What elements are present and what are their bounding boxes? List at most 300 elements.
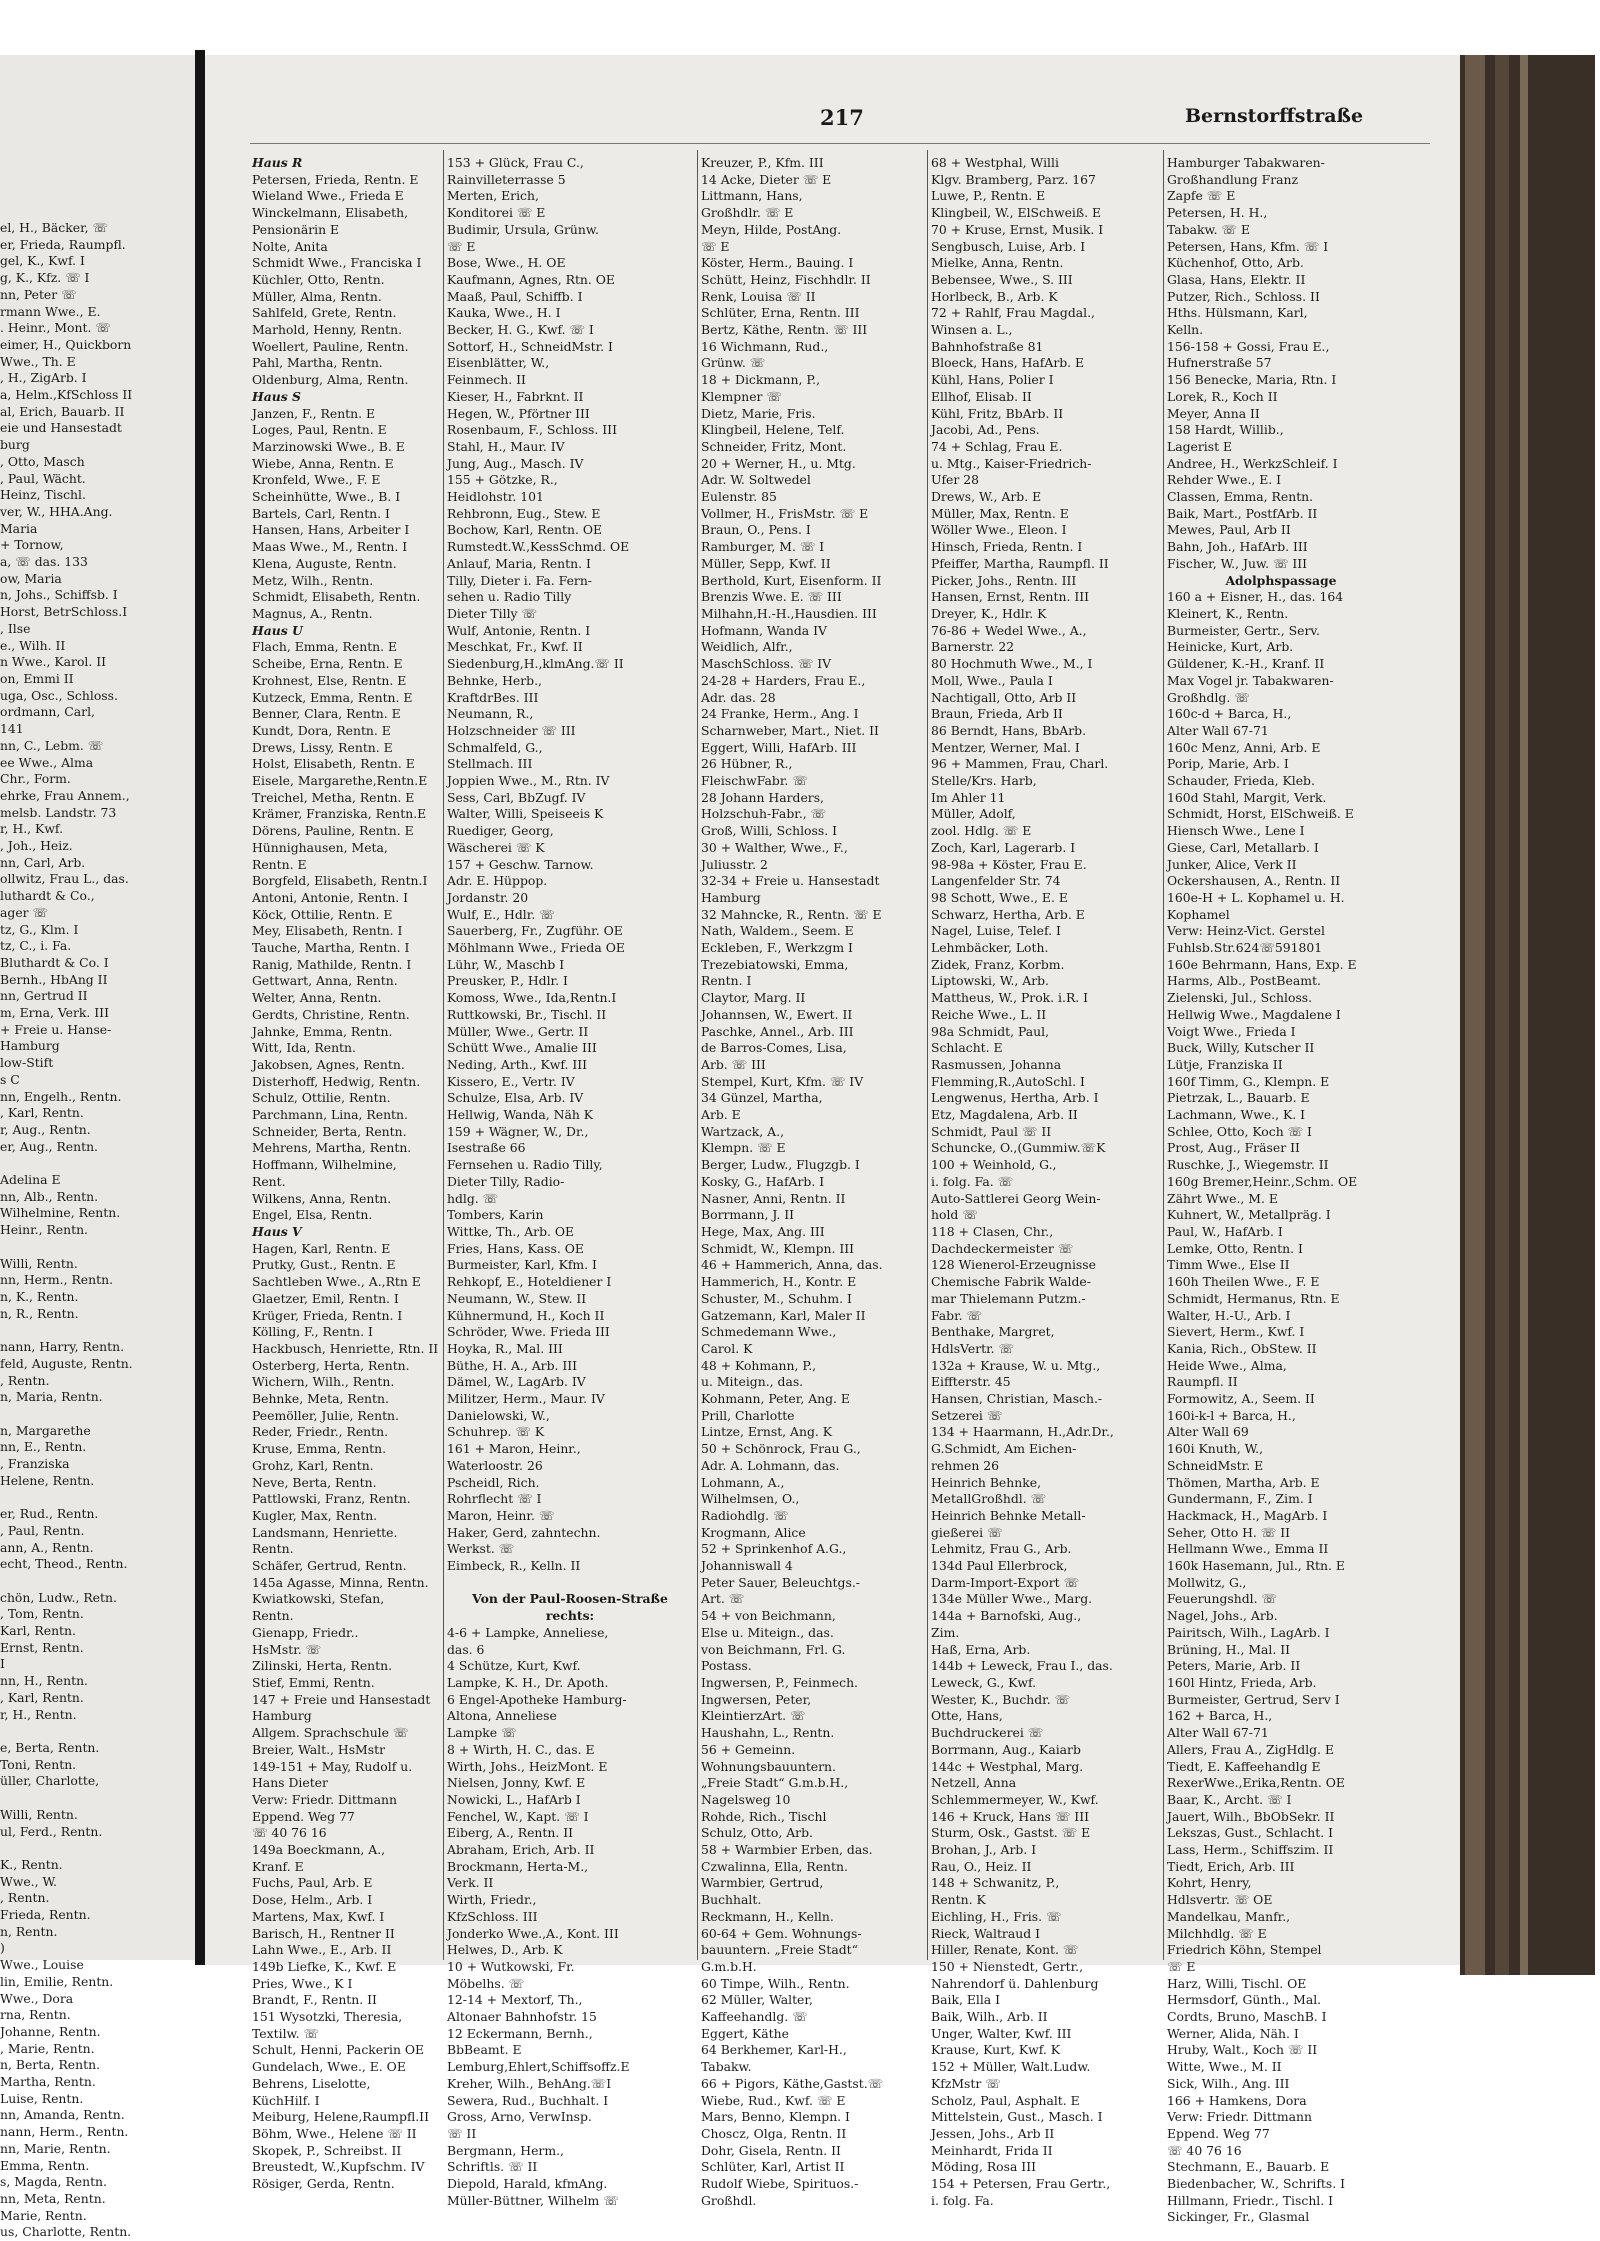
previous-page-line: , H., ZigArb. I <box>0 370 87 386</box>
directory-entry: Seher, Otto H. ☏ II <box>1167 1524 1290 1540</box>
directory-entry: 149a Boeckmann, A., <box>252 1842 386 1858</box>
directory-entry: Sachtleben Wwe., A.,Rtn E <box>252 1274 421 1290</box>
directory-entry: Zidek, Franz, Korbm. <box>931 956 1065 972</box>
directory-entry: Meyer, Anna II <box>1167 405 1260 421</box>
directory-entry: rehmen 26 <box>931 1457 1000 1473</box>
directory-entry: Peemöller, Julie, Rentn. <box>252 1407 399 1423</box>
directory-entry: Milchhdlg. ☏ E <box>1167 1925 1267 1941</box>
directory-entry: Baik, Ella I <box>931 1992 1001 2008</box>
directory-entry: Schmedemann Wwe., <box>701 1324 837 1340</box>
directory-entry: Giese, Carl, Metallarb. I <box>1167 839 1319 855</box>
directory-entry: Zährt Wwe., M. E <box>1167 1190 1278 1206</box>
directory-entry: Lütje, Franziska II <box>1167 1056 1283 1072</box>
directory-entry: 157 + Geschw. Tarnow. <box>447 856 594 872</box>
directory-entry: 4-6 + Lampke, Anneliese, <box>447 1624 609 1640</box>
directory-entry: Verw: Friedr. Dittmann <box>1167 2109 1312 2125</box>
directory-entry: Hiller, Renate, Kont. ☏ <box>931 1942 1079 1958</box>
previous-page-line: Heinz, Tischl. <box>0 487 86 503</box>
directory-entry: 4 Schütze, Kurt, Kwf. <box>447 1658 581 1674</box>
directory-entry: Borrmann, Aug., Kaiarb <box>931 1741 1081 1757</box>
directory-entry: Eichling, H., Fris. ☏ <box>931 1908 1062 1924</box>
directory-entry: Lampke ☏ <box>447 1725 517 1741</box>
directory-entry: Schmidt, W., Klempn. III <box>701 1240 855 1256</box>
column-divider <box>1163 150 1164 1960</box>
directory-entry: 159 + Wägner, W., Dr., <box>447 1123 589 1139</box>
directory-entry: Heinrich Behnke Metall- <box>931 1507 1086 1523</box>
directory-entry: Petersen, H. H., <box>1167 205 1268 221</box>
directory-entry: 134d Paul Ellerbrock, <box>931 1558 1068 1574</box>
directory-entry: mar Thielemann Putzm.- <box>931 1290 1086 1306</box>
previous-page-line: nn, Gertrud II <box>0 988 88 1004</box>
directory-entry: Marzinowski Wwe., B. E <box>252 438 405 454</box>
directory-entry: 18 + Dickmann, P., <box>701 372 821 388</box>
previous-page-line: ) <box>0 1940 5 1956</box>
directory-entry: Neumann, R., <box>447 706 534 722</box>
directory-entry: Claytor, Marg. II <box>701 990 806 1006</box>
directory-entry: Schlüter, Karl, Artist II <box>701 2159 845 2175</box>
directory-entry: Rau, O., Heiz. II <box>931 1858 1032 1874</box>
directory-entry: Eiffterstr. 45 <box>931 1374 1011 1390</box>
directory-entry: Brockmann, Herta-M., <box>447 1858 589 1874</box>
directory-entry: Kaffeehandlg. ☏ <box>701 2009 808 2025</box>
directory-entry: Bloeck, Hans, HafArb. E <box>931 355 1085 371</box>
directory-entry: Textilw. ☏ <box>252 2025 320 2041</box>
directory-entry: Maaß, Paul, Schiffb. I <box>447 288 583 304</box>
directory-entry: Adr. E. Hüppop. <box>447 873 548 889</box>
directory-entry: Nasner, Anni, Rentn. II <box>701 1190 846 1206</box>
directory-entry: Metz, Wilh., Rentn. <box>252 572 374 588</box>
directory-entry: Voigt Wwe., Frieda I <box>1167 1023 1296 1039</box>
directory-entry: Hamburger Tabakwaren- <box>1167 155 1325 170</box>
directory-entry: Barisch, H., Rentner II <box>252 1925 395 1941</box>
directory-entry: Pscheidl, Rich. <box>447 1474 540 1490</box>
directory-entry: Mattheus, W., Prok. i.R. I <box>931 990 1089 1006</box>
directory-entry: Budimir, Ursula, Grünw. <box>447 221 599 237</box>
directory-entry: Schütt Wwe., Amalie III <box>447 1040 597 1056</box>
column-divider <box>443 150 444 1960</box>
directory-entry: Sahlfeld, Grete, Rentn. <box>252 305 397 321</box>
directory-entry: 70 + Kruse, Ernst, Musik. I <box>931 221 1104 237</box>
previous-page-line: üller, Charlotte, <box>0 1773 100 1789</box>
directory-entry: Eiberg, A., Rentn. II <box>447 1825 574 1841</box>
directory-entry: Meschkat, Fr., Kwf. II <box>447 639 583 655</box>
directory-entry: Borrmann, J. II <box>701 1207 795 1223</box>
directory-entry: 10 + Wutkowski, Fr. <box>447 1958 575 1974</box>
directory-entry: 144c + Westphal, Marg. <box>931 1758 1084 1774</box>
directory-entry: Breier, Walt., HsMstr <box>252 1741 386 1757</box>
previous-page-line: , Franziska <box>0 1456 70 1472</box>
directory-entry: Ufer 28 <box>931 472 979 488</box>
previous-page-line: n, Margarethe <box>0 1422 91 1438</box>
directory-entry: Gundelach, Wwe., E. OE <box>252 2059 406 2075</box>
directory-entry: Brüning, H., Mal. II <box>1167 1641 1291 1657</box>
previous-page-line: nn, Alb., Rentn. <box>0 1188 99 1204</box>
directory-entry: ☏ E <box>447 238 476 254</box>
directory-entry: Wulf, E., Hdlr. ☏ <box>447 906 555 922</box>
directory-entry: bauuntern. „Freie Stadt“ <box>701 1942 858 1958</box>
directory-entry: Eppend. Weg 77 <box>1167 2125 1270 2141</box>
directory-entry: Kleinert, K., Rentn. <box>1167 605 1289 621</box>
directory-entry: Heidlohstr. 101 <box>447 489 544 505</box>
previous-page-line: low-Stift <box>0 1055 54 1071</box>
directory-entry: Drews, Lissy, Rentn. E <box>252 739 393 755</box>
directory-entry: Müller-Büttner, Wilhelm ☏ <box>447 2192 619 2208</box>
directory-entry: Eggert, Käthe <box>701 2025 789 2041</box>
directory-entry: 66 + Pigors, Käthe,Gastst.☏ <box>701 2075 884 2091</box>
directory-entry: Scheibe, Erna, Rentn. E <box>252 656 403 672</box>
directory-entry: Ranig, Mathilde, Rentn. I <box>252 956 412 972</box>
directory-entry: Kauka, Wwe., H. I <box>447 305 561 321</box>
previous-page-line: . Heinr., Mont. ☏ <box>0 320 111 336</box>
directory-entry: KüchHilf. I <box>252 2092 320 2108</box>
directory-entry: 68 + Westphal, Willi <box>931 155 1059 170</box>
previous-page-line <box>0 1790 193 1807</box>
book-gutter <box>195 50 205 1965</box>
previous-page-line: a, ☏ das. 133 <box>0 554 88 570</box>
previous-page-line: nn, Meta, Rentn. <box>0 2190 106 2206</box>
directory-entry: Kuhnert, W., Metallpräg. I <box>1167 1207 1331 1223</box>
directory-entry: Schlacht. E <box>931 1040 1003 1056</box>
directory-entry: 12 Eckermann, Bernh., <box>447 2025 593 2041</box>
previous-page-line: feld, Auguste, Rentn. <box>0 1355 133 1371</box>
directory-entry: 62 Müller, Walter, <box>701 1992 813 2008</box>
directory-entry: G.Schmidt, Am Eichen- <box>931 1441 1077 1457</box>
directory-entry: 158 Hardt, Willib., <box>1167 422 1284 438</box>
previous-page-line: Wwe., Dora <box>0 1990 74 2006</box>
directory-entry: ☏ 40 76 16 <box>1167 2142 1242 2158</box>
directory-entry: Timm Wwe., Else II <box>1167 1257 1290 1273</box>
directory-entry: Drews, W., Arb. E <box>931 489 1042 505</box>
directory-entry: Landsmann, Henriette. <box>252 1524 398 1540</box>
previous-page-line: , Otto, Masch <box>0 453 85 469</box>
directory-entry: ☏ E <box>701 238 730 254</box>
directory-entry: Radiohdlg. ☏ <box>701 1507 789 1523</box>
directory-entry: Friedrich Köhn, Stempel <box>1167 1942 1322 1958</box>
directory-entry: Wilkens, Anna, Rentn. <box>252 1190 392 1206</box>
directory-entry: Mehrens, Martha, Rentn. <box>252 1140 412 1156</box>
directory-entry: Isestraße 66 <box>447 1140 526 1156</box>
previous-page-line: er, Frieda, Raumpfl. <box>0 236 126 252</box>
directory-entry: Dreyer, K., Hdlr. K <box>931 605 1047 621</box>
previous-page-line <box>0 1322 193 1339</box>
directory-entry: Stellmach. III <box>447 756 533 772</box>
previous-page-line: Martha, Rentn. <box>0 2074 96 2090</box>
directory-entry: Lehmbäcker, Loth. <box>931 940 1049 956</box>
directory-entry: Vollmer, H., FrisMstr. ☏ E <box>701 505 869 521</box>
directory-entry: Diepold, Harald, kfmAng. <box>447 2176 608 2192</box>
directory-entry: 160c-d + Barca, H., <box>1167 706 1292 722</box>
directory-entry: Rentn. I <box>701 973 752 989</box>
directory-entry: Hammerich, H., Kontr. E <box>701 1274 857 1290</box>
directory-entry: Meyn, Hilde, PostAng. <box>701 221 842 237</box>
directory-entry: i. folg. Fa. <box>931 2192 994 2208</box>
directory-entry: Weidlich, Alfr., <box>701 639 793 655</box>
directory-entry: Scheinhütte, Wwe., B. I <box>252 489 401 505</box>
directory-entry: Harms, Alb., PostBeamt. <box>1167 973 1321 989</box>
directory-entry: Petersen, Hans, Kfm. ☏ I <box>1167 238 1329 254</box>
previous-page-line: ver, W., HHA.Ang. <box>0 503 113 519</box>
directory-entry: 26 Hübner, R., <box>701 756 793 772</box>
directory-entry: Hünnighausen, Meta, <box>252 839 388 855</box>
directory-entry: Eisenblätter, W., <box>447 355 550 371</box>
directory-entry: 28 Johann Harders, <box>701 789 824 805</box>
directory-entry: 161 + Maron, Heinr., <box>447 1441 581 1457</box>
directory-entry: Glasa, Hans, Elektr. II <box>1167 271 1306 287</box>
directory-entry: 160c Menz, Anni, Arb. E <box>1167 739 1321 755</box>
directory-entry: Carol. K <box>701 1340 753 1356</box>
directory-entry: Rasmussen, Johanna <box>931 1056 1062 1072</box>
directory-entry: Rosenbaum, F., Schloss. III <box>447 422 617 438</box>
directory-entry: 100 + Weinhold, G., <box>931 1157 1057 1173</box>
directory-entry: 34 Günzel, Martha, <box>701 1090 823 1106</box>
column-divider <box>697 150 698 1960</box>
directory-entry: Kohmann, Peter, Ang. E <box>701 1391 850 1407</box>
previous-page-line: ann, A., Rentn. <box>0 1539 94 1555</box>
previous-page-fragment <box>0 55 195 2240</box>
book-spine <box>1460 55 1595 1975</box>
directory-entry: Hellwig, Wanda, Näh K <box>447 1107 594 1123</box>
directory-entry: Max Vogel jr. Tabakwaren- <box>1167 672 1334 688</box>
previous-page-line: ehrke, Frau Annem., <box>0 787 130 803</box>
directory-entry: Hamburg <box>252 1708 312 1724</box>
previous-page-line: rmann Wwe., E. <box>0 303 101 319</box>
directory-entry: Altonaer Bahnhofstr. 15 <box>447 2009 597 2025</box>
previous-page-line: nn, Amanda, Rentn. <box>0 2107 125 2123</box>
directory-entry: Neve, Berta, Rentn. <box>252 1474 377 1490</box>
directory-entry: 98-98a + Köster, Frau E. <box>931 856 1087 872</box>
directory-entry: Paul, W., HafArb. I <box>1167 1224 1283 1239</box>
previous-page-line: e., Wilh. II <box>0 637 66 653</box>
directory-entry: Behrens, Liselotte, <box>252 2075 371 2091</box>
directory-entry: 166 + Hamkens, Dora <box>1167 2092 1307 2108</box>
directory-entry: 149-151 + May, Rudolf u. <box>252 1758 413 1774</box>
directory-entry: Reiche Wwe., L. II <box>931 1006 1047 1022</box>
directory-entry: Fischer, W., Juw. ☏ III <box>1167 555 1308 571</box>
directory-entry: von Beichmann, Frl. G. <box>701 1641 846 1657</box>
directory-entry: Skopek, P., Schreibst. II <box>252 2142 402 2158</box>
previous-page-line: r, H., Kwf. <box>0 821 64 837</box>
directory-entry: Raumpfl. II <box>1167 1374 1238 1390</box>
directory-entry: Walter, Willi, Speiseeis K <box>447 806 604 822</box>
directory-entry: Müller, Adolf, <box>931 806 1016 822</box>
directory-entry: Nath, Waldem., Seem. E <box>701 923 854 939</box>
previous-page-line: Heinr., Rentn. <box>0 1222 88 1238</box>
directory-entry: Hellmann Wwe., Emma II <box>1167 1541 1329 1557</box>
directory-entry: Wichern, Wilh., Rentn. <box>252 1374 395 1390</box>
directory-entry: Schlee, Otto, Koch ☏ I <box>1167 1123 1312 1139</box>
directory-entry: 160i-k-l + Barca, H., <box>1167 1407 1296 1423</box>
previous-page-line: g, K., Kfz. ☏ I <box>0 270 90 286</box>
directory-entry: Scharnweber, Mart., Niet. II <box>701 722 879 738</box>
directory-entry: Schröder, Wwe. Frieda III <box>447 1324 610 1340</box>
previous-page-line: + Freie u. Hanse- <box>0 1021 112 1037</box>
directory-entry: Grünw. ☏ <box>701 355 766 371</box>
previous-page-line: ow, Maria <box>0 570 62 586</box>
directory-entry: 160h Theilen Wwe., F. E <box>1167 1274 1320 1290</box>
directory-entry: Stechmann, E., Bauarb. E <box>1167 2159 1330 2175</box>
previous-page-line: r, H., Rentn. <box>0 1706 77 1722</box>
previous-page-line: er, Aug., Rentn. <box>0 1138 98 1154</box>
directory-entry: Schmidt, Elisabeth, Rentn. <box>252 589 421 605</box>
directory-entry: Leweck, G., Kwf. <box>931 1674 1037 1690</box>
previous-page-line: er, Rud., Rentn. <box>0 1506 99 1522</box>
directory-entry: Baik, Mart., PostfArb. II <box>1167 505 1318 521</box>
previous-page-line: n, Maria, Rentn. <box>0 1389 103 1405</box>
directory-entry: Petersen, Frieda, Rentn. E <box>252 171 419 187</box>
previous-page-line: tz, G., Klm. I <box>0 921 79 937</box>
directory-entry: 155 + Götzke, R., <box>447 472 558 488</box>
directory-entry: 160k Hasemann, Jul., Rtn. E <box>1167 1558 1345 1574</box>
directory-entry: Luwe, P., Rentn. E <box>931 188 1046 204</box>
directory-entry: Konditorei ☏ E <box>447 205 546 221</box>
directory-entry: Alter Wall 67-71 <box>1167 722 1269 738</box>
directory-entry: Hackbusch, Henriette, Rtn. II <box>252 1340 439 1356</box>
directory-entry: Ingwersen, P., Feinmech. <box>701 1674 858 1690</box>
previous-page-line: nn, Carl, Arb. <box>0 854 86 870</box>
directory-entry: Hansen, Hans, Arbeiter I <box>252 522 410 538</box>
previous-page-line: m, Erna, Verk. III <box>0 1005 109 1021</box>
directory-entry: Stief, Emmi, Rentn. <box>252 1674 375 1690</box>
previous-page-line: nn, E., Rentn. <box>0 1439 87 1455</box>
previous-page-line: nn, H., Rentn. <box>0 1673 88 1689</box>
directory-entry: 162 + Barca, H., <box>1167 1708 1273 1724</box>
directory-entry: gießerei ☏ <box>931 1524 1003 1540</box>
previous-page-line <box>0 1155 193 1172</box>
directory-entry: HsMstr. ☏ <box>252 1641 322 1657</box>
directory-entry: Hinsch, Frieda, Rentn. I <box>931 539 1083 555</box>
directory-entry: Rumstedt.W.,KessSchmd. OE <box>447 539 630 555</box>
directory-entry: Fries, Hans, Kass. OE <box>447 1240 584 1256</box>
directory-entry: Schlüter, Erna, Rentn. III <box>701 305 860 321</box>
directory-entry: Großhdl. <box>701 2192 757 2208</box>
previous-page-line: Toni, Rentn. <box>0 1756 77 1772</box>
directory-entry: Sottorf, H., SchneidMstr. I <box>447 338 613 354</box>
directory-entry: Hofmann, Wanda IV <box>701 622 827 638</box>
previous-page-line: Maria <box>0 520 38 536</box>
directory-entry: Rent. <box>252 1173 286 1189</box>
directory-entry: 134 + Haarmann, H.,Adr.Dr., <box>931 1424 1114 1440</box>
directory-entry: Kophamel <box>1167 906 1230 922</box>
directory-entry: 80 Hochmuth Wwe., M., I <box>931 656 1093 672</box>
previous-page-line: melsb. Landstr. 73 <box>0 804 117 820</box>
directory-entry: 60 Timpe, Wilh., Rentn. <box>701 1975 850 1991</box>
directory-entry: Prill, Charlotte <box>701 1407 795 1423</box>
directory-entry: Fernsehen u. Radio Tilly, <box>447 1157 603 1173</box>
previous-page-line <box>0 1239 193 1256</box>
directory-entry: Nagel, Luise, Telef. I <box>931 923 1061 939</box>
directory-entry: Allgem. Sprachschule ☏ <box>252 1725 409 1741</box>
previous-page-line: + Tornow, <box>0 537 64 553</box>
directory-entry: Setzerei ☏ <box>931 1407 1003 1423</box>
directory-entry: Schulz, Otto, Arb. <box>701 1825 813 1841</box>
directory-entry: Lachmann, Wwe., K. I <box>1167 1107 1306 1123</box>
directory-entry: Brandt, F., Rentn. II <box>252 1992 377 2008</box>
directory-entry: Tombers, Karin <box>447 1207 544 1223</box>
directory-entry: Lintze, Ernst, Ang. K <box>701 1424 833 1440</box>
directory-entry: Braun, O., Pens. I <box>701 522 811 538</box>
directory-entry: Auto-Sattlerei Georg Wein- <box>931 1190 1101 1206</box>
directory-entry: Kelln. <box>1167 322 1204 338</box>
directory-entry: Classen, Emma, Rentn. <box>1167 489 1314 505</box>
directory-entry: Köster, Herm., Bauing. I <box>701 255 854 271</box>
directory-entry: Sievert, Herm., Kwf. I <box>1167 1324 1305 1340</box>
directory-entry: Otte, Hans, <box>931 1708 1003 1724</box>
previous-page-line: ul, Ferd., Rentn. <box>0 1823 103 1839</box>
directory-entry: Schneider, Fritz, Mont. <box>701 438 847 454</box>
directory-entry: Kronfeld, Wwe., F. E <box>252 472 381 488</box>
directory-entry: Ruediger, Georg, <box>447 823 554 839</box>
directory-entry: Parchmann, Lina, Rentn. <box>252 1107 408 1123</box>
previous-page-line: Luise, Rentn. <box>0 2090 84 2106</box>
directory-entry: Hoffmann, Wilhelmine, <box>252 1157 397 1173</box>
directory-entry: Glaetzer, Emil, Rentn. I <box>252 1290 399 1306</box>
directory-entry: Nolte, Anita <box>252 238 328 254</box>
directory-entry: Kundt, Dora, Rentn. E <box>252 722 391 738</box>
directory-entry: Klempn. ☏ E <box>701 1140 786 1156</box>
directory-entry: Pairitsch, Wilh., LagArb. I <box>1167 1624 1330 1640</box>
directory-entry: Meinhardt, Frida II <box>931 2142 1053 2158</box>
directory-entry: Bergmann, Herm., <box>447 2142 564 2158</box>
directory-entry: Czwalinna, Ella, Rentn. <box>701 1858 848 1874</box>
directory-entry: 160g Bremer,Heinr.,Schm. OE <box>1167 1173 1358 1189</box>
directory-entry: Lengwenus, Hertha, Arb. I <box>931 1090 1099 1106</box>
directory-entry: Krämer, Franziska, Rentn.E <box>252 806 427 822</box>
directory-entry: KleintierzArt. ☏ <box>701 1708 806 1724</box>
directory-entry: Rehkopf, E., Hoteldiener I <box>447 1274 612 1290</box>
previous-page-line: luthardt & Co., <box>0 888 95 904</box>
house-section-heading: Haus R <box>252 155 303 170</box>
directory-entry: Schmalfeld, G., <box>447 739 543 755</box>
directory-entry: Wiebe, Anna, Rentn. E <box>252 455 394 471</box>
directory-entry: Feinmech. II <box>447 372 526 388</box>
directory-entry: KfzMstr ☏ <box>931 2075 1001 2091</box>
directory-entry: Winsen a. L., <box>931 322 1013 338</box>
directory-entry: Warmbier, Gertrud, <box>701 1875 824 1891</box>
directory-entry: Klingbeil, W., ElSchweiß. E <box>931 205 1102 221</box>
directory-entry: 20 + Werner, H., u. Mtg. <box>701 455 856 471</box>
directory-entry: Holst, Elisabeth, Rentn. E <box>252 756 415 772</box>
directory-entry: Witt, Ida, Rentn. <box>252 1040 356 1056</box>
directory-entry: Lemke, Otto, Rentn. I <box>1167 1240 1303 1256</box>
directory-entry: Gienapp, Friedr.. <box>252 1624 359 1640</box>
directory-entry: Wieland Wwe., Frieda E <box>252 188 404 204</box>
previous-page-line: n, R., Rentn. <box>0 1305 79 1321</box>
directory-entry: Bahn, Joh., HafArb. III <box>1167 539 1308 555</box>
directory-entry: Bertz, Käthe, Rentn. ☏ III <box>701 322 868 338</box>
previous-page-line: n, K., Rentn. <box>0 1289 79 1304</box>
previous-page-line: al, Erich, Bauarb. II <box>0 403 125 419</box>
previous-page-line: Emma, Rentn. <box>0 2157 90 2173</box>
directory-entry: Tilly, Dieter i. Fa. Fern- <box>447 572 592 588</box>
directory-entry: Fuchs, Paul, Arb. E <box>252 1875 373 1891</box>
directory-entry: Mewes, Paul, Arb II <box>1167 522 1291 538</box>
directory-entry: Werner, Alida, Näh. I <box>1167 2025 1299 2041</box>
directory-entry: 146 + Kruck, Hans ☏ III <box>931 1808 1089 1824</box>
directory-entry: Wirth, Johs., HeizMont. E <box>447 1758 608 1774</box>
directory-entry: 154 + Petersen, Frau Gertr., <box>931 2176 1111 2192</box>
directory-entry: Kania, Rich., ObStew. II <box>1167 1340 1317 1356</box>
directory-entry: 6 Engel-Apotheke Hamburg- <box>447 1691 627 1707</box>
previous-page-line: nn, Herm., Rentn. <box>0 1272 114 1288</box>
directory-entry: „Freie Stadt“ G.m.b.H., <box>701 1775 849 1791</box>
directory-entry: Ramburger, M. ☏ I <box>701 539 825 555</box>
previous-page-line: ee Wwe., Alma <box>0 754 94 770</box>
directory-entry: Holzschuh-Fabr., ☏ <box>701 806 827 822</box>
directory-entry: Tiedt, E. Kaffeehandlg E <box>1167 1758 1321 1774</box>
previous-page-line: n, Berta, Rentn. <box>0 2057 101 2073</box>
directory-entry: Behnke, Meta, Rentn. <box>252 1391 389 1407</box>
previous-page-line: Johanne, Rentn. <box>0 2023 101 2039</box>
